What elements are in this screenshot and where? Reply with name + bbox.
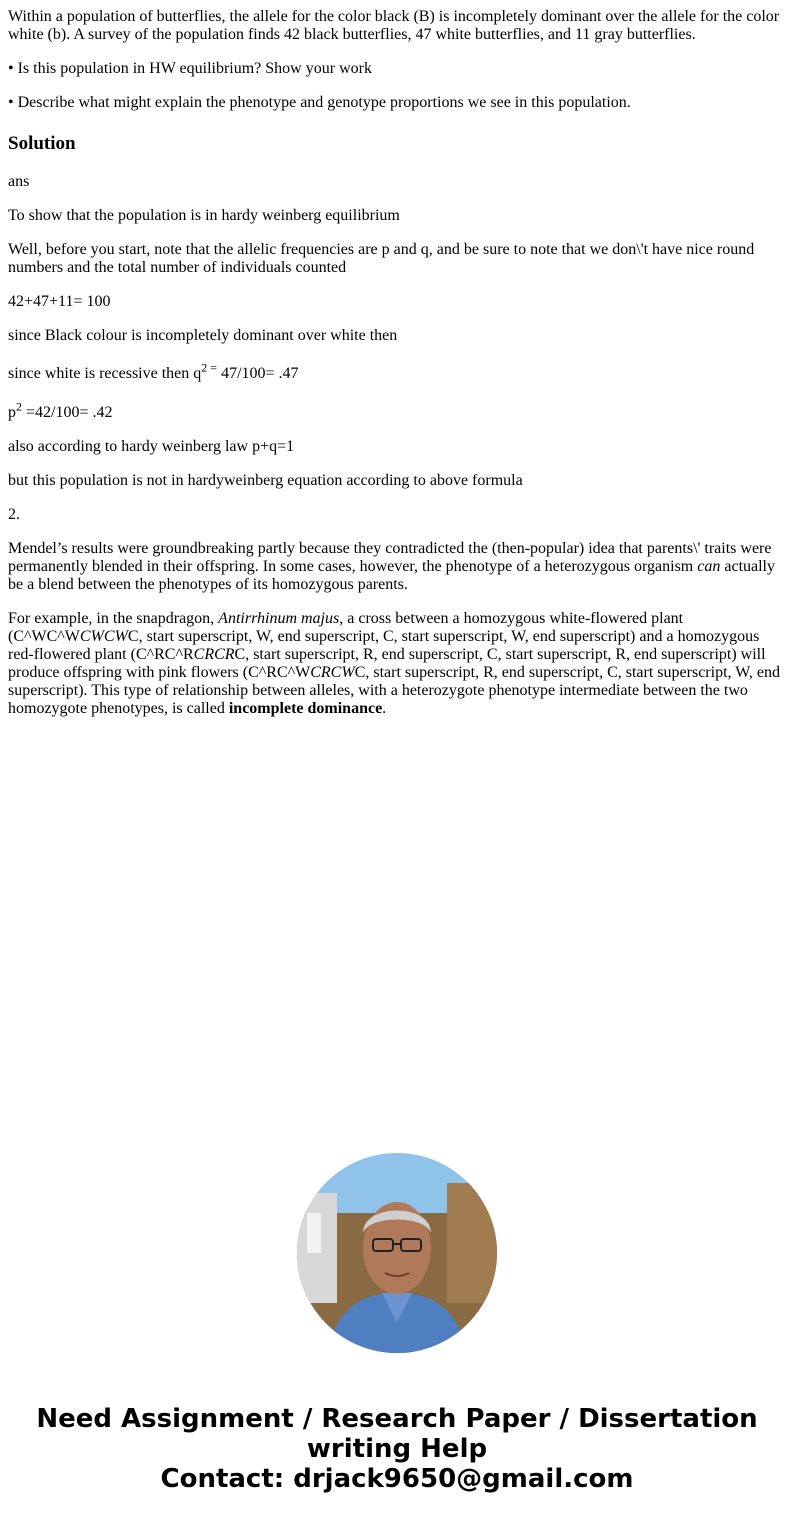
mendel-emphasis: can [697, 558, 721, 575]
p-squared-sup: 2 [16, 399, 22, 414]
question-bullet-1: • Is this population in HW equilibrium? Show your work [8, 60, 372, 77]
solution-number-2: 2. [8, 506, 20, 523]
example-text-end: . [382, 700, 387, 717]
footer-line-2: writing Help [306, 1434, 488, 1464]
mendel-paragraph [8, 540, 786, 594]
p-squared-prefix: p [8, 404, 16, 421]
question-intro: Within a population of butterflies, the allele for the color black (B) is incompletely dominant over the allele for the color white (b). A survey of the population finds 42 black butterflies, 47 white butterflies, and 11 gray butterflies. [8, 8, 780, 43]
example-text-5: C, start superscript, R, end superscript, C, start superscript, W, end superscript). This type of relationship between alleles, with a heterozygote phenotype intermediate between the two homozygote phenotypes, is called [8, 664, 780, 717]
avatar-portrait-icon [297, 1153, 497, 1353]
footer-contact-banner [0, 1404, 794, 1494]
footer-line-1: Need Assignment / Research Paper / Dissertation [36, 1404, 758, 1434]
solution-ans: ans [8, 173, 30, 190]
solution-line-4: also according to hardy weinberg law p+q=1 [8, 438, 295, 455]
solution-line-5: but this population is not in hardyweinberg equation according to above formula [8, 472, 523, 489]
avatar [297, 1153, 497, 1353]
example-text-3: C, start superscript, W, end superscript, C, start superscript, W, end superscript) and a homozygous red-flowered plant (C^RC^R [8, 628, 760, 663]
genotype-crcw: CRCW [310, 664, 355, 681]
solution-sum: 42+47+11= 100 [8, 293, 111, 310]
q-squared-prefix: since white is recessive then q [8, 365, 202, 382]
incomplete-dominance-term: incomplete dominance [228, 700, 383, 717]
solution-line-1: To show that the population is in hardy weinberg equilibrium [8, 207, 400, 224]
example-text-1: For example, in the snapdragon, [8, 610, 219, 627]
snapdragon-paragraph [8, 610, 786, 718]
solution-line-2: Well, before you start, note that the allelic frequencies are p and q, and be sure to note that we don\'t have nice round numbers and the total number of individuals counted [8, 241, 755, 276]
q-squared-value: 47/100= .47 [217, 365, 299, 382]
q-squared-sup: 2 = [201, 360, 218, 375]
p-squared-value: =42/100= .42 [22, 404, 113, 421]
p-squared-line [8, 399, 786, 422]
mendel-text-1: Mendel’s results were groundbreaking partly because they contradicted the (then-popular) idea that parents\' traits were permanently blended in their offspring. In some cases, however, the phenotype of a heterozygous organism [8, 540, 772, 575]
solution-line-3: since Black colour is incompletely dominant over white then [8, 327, 398, 344]
species-name: Antirrhinum majus [218, 610, 340, 627]
footer-contact-email: Contact: drjack9650@gmail.com [160, 1464, 634, 1494]
example-text-4: C, start superscript, R, end superscript, C, start superscript, R, end superscript) will produce offspring with pink flowers (C^RC^W [8, 646, 766, 681]
solution-heading: Solution [8, 133, 76, 154]
genotype-crcr: CRCR [193, 646, 235, 663]
genotype-cwcw: CWCW [79, 628, 128, 645]
document-body [8, 8, 786, 734]
mendel-text-2: actually be a blend between the phenotypes of its homozygous parents. [8, 558, 775, 593]
q-squared-line [8, 360, 786, 383]
example-text-2: , a cross between a homozygous white-flowered plant (C^WC^W [8, 610, 684, 645]
question-bullet-2: • Describe what might explain the phenotype and genotype proportions we see in this population. [8, 94, 631, 111]
